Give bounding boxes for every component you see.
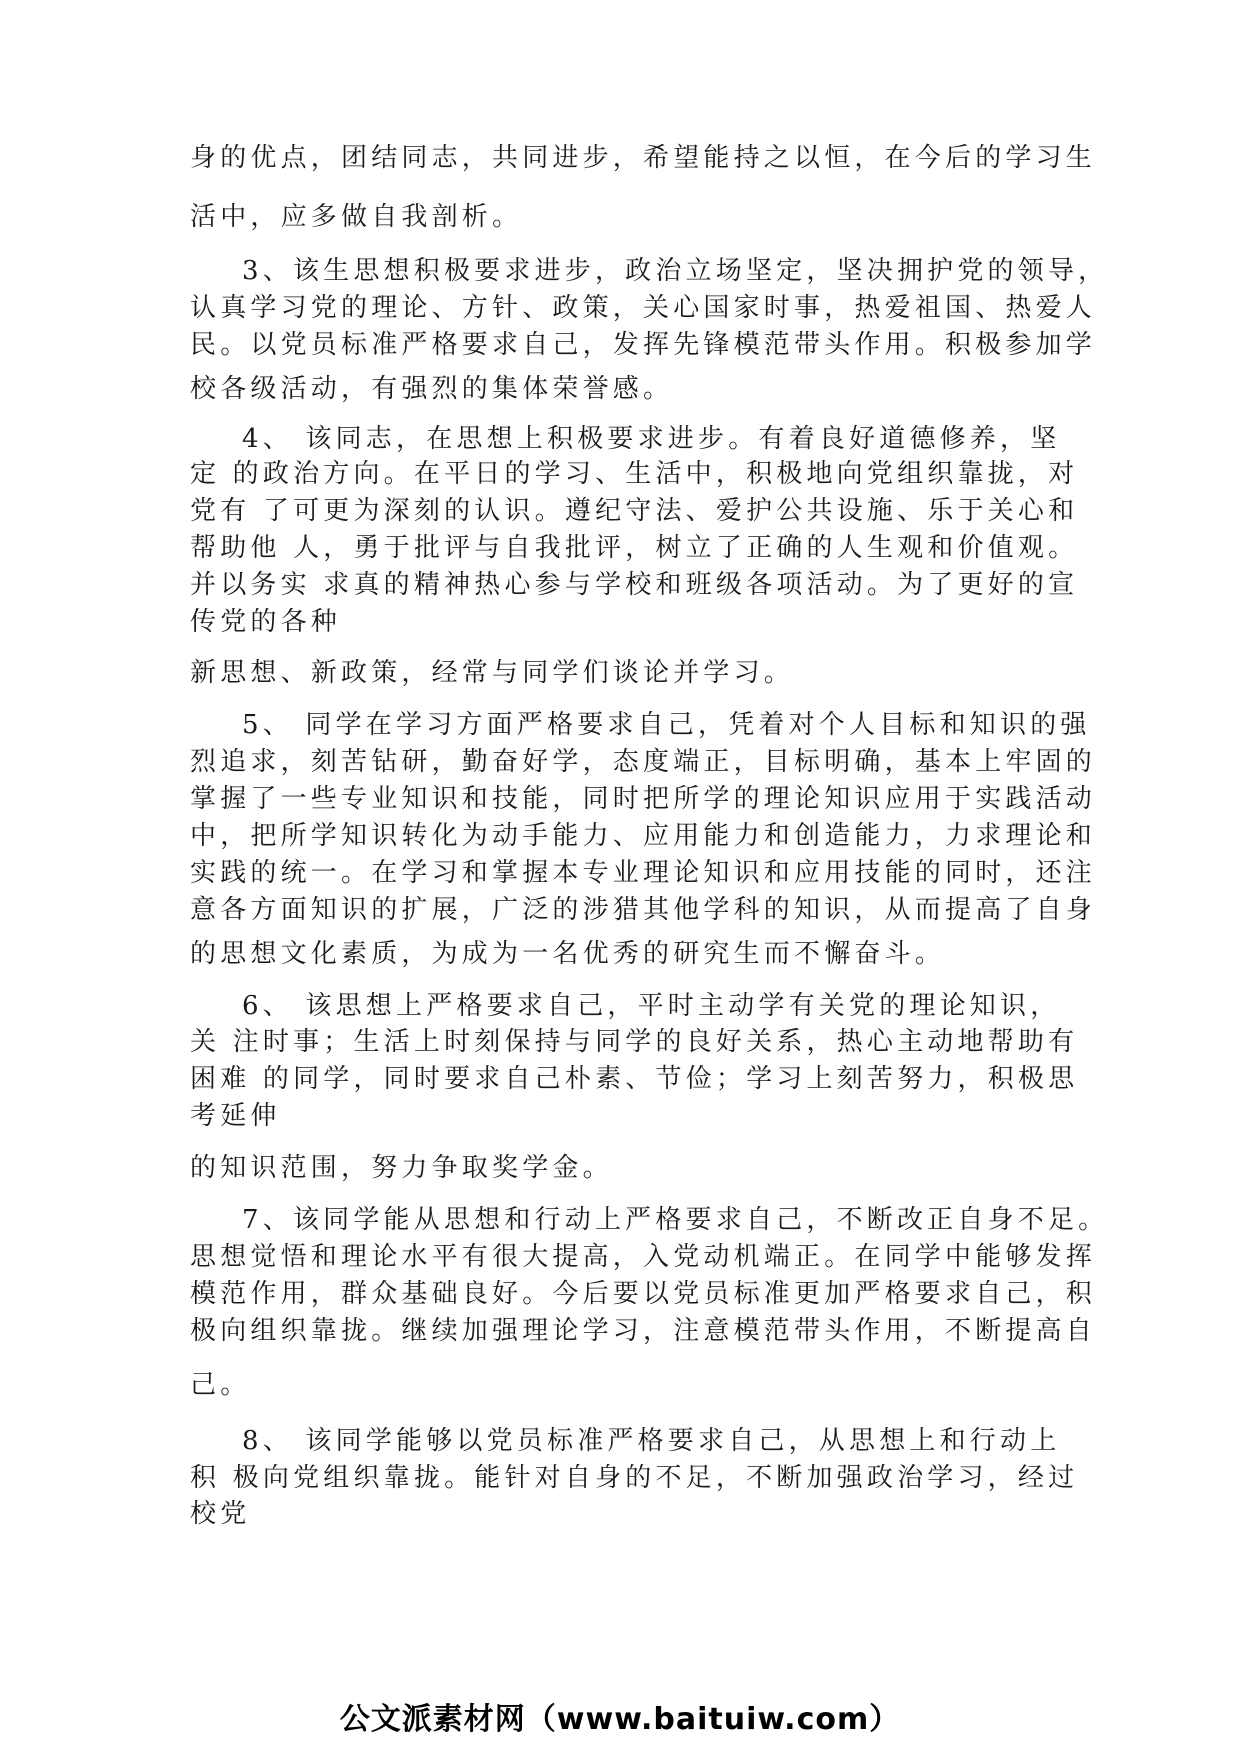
paragraph-8-start: 8、 该同学能够以党员标准严格要求自己，从思想上和行动上: [242, 1426, 1061, 1456]
paragraph-4-start: 4、 该同志，在思想上积极要求进步。有着良好道德修养，坚: [242, 424, 1061, 454]
body-line: 党有 了可更为深刻的认识。遵纪守法、爱护公共设施、乐于关心和: [190, 496, 1079, 526]
body-line: 定 的政治方向。在平日的学习、生活中，积极地向党组织靠拢，对: [190, 459, 1079, 489]
body-line: 校党: [190, 1499, 251, 1529]
body-line: 的知识范围，努力争取奖学金。: [190, 1153, 613, 1183]
body-line: 实践的统一。在学习和掌握本专业理论知识和应用技能的同时，还注: [190, 858, 1097, 888]
body-line: 身的优点，团结同志，共同进步，希望能持之以恒，在今后的学习生: [190, 143, 1097, 173]
paragraph-6-start: 6、 该思想上严格要求自己，平时主动学有关党的理论知识，: [242, 991, 1061, 1021]
body-line: 民。以党员标准严格要求自己，发挥先锋模范带头作用。积极参加学: [190, 330, 1097, 360]
body-line: 传党的各种: [190, 607, 342, 637]
body-line: 新思想、新政策，经常与同学们谈论并学习。: [190, 658, 795, 688]
body-line: 考延伸: [190, 1101, 281, 1131]
body-line: 困难 的同学，同时要求自己朴素、节俭；学习上刻苦努力，积极思: [190, 1064, 1079, 1094]
body-line: 意各方面知识的扩展，广泛的涉猎其他学科的知识，从而提高了自身: [190, 895, 1097, 925]
body-line: 掌握了一些专业知识和技能，同时把所学的理论知识应用于实践活动: [190, 784, 1097, 814]
body-line: 帮助他 人，勇于批评与自我批评，树立了正确的人生观和价值观。: [190, 533, 1079, 563]
body-line: 积 极向党组织靠拢。能针对自身的不足，不断加强政治学习，经过: [190, 1463, 1079, 1493]
body-line: 关 注时事；生活上时刻保持与同学的良好关系，热心主动地帮助有: [190, 1027, 1079, 1057]
paragraph-5-start: 5、 同学在学习方面严格要求自己，凭着对个人目标和知识的强: [242, 710, 1091, 740]
body-line: 活中，应多做自我剖析。: [190, 202, 523, 232]
footer-watermark: 公文派素材网（www.baituiw.com）: [339, 1702, 901, 1737]
body-line: 的思想文化素质，为成为一名优秀的研究生而不懈奋斗。: [190, 939, 946, 969]
body-line: 极向组织靠拢。继续加强理论学习，注意模范带头作用，不断提高自: [190, 1316, 1097, 1346]
paragraph-3-start: 3、该生思想积极要求进步，政治立场坚定，坚决拥护党的领导，: [242, 256, 1109, 286]
body-line: 己。: [190, 1370, 251, 1400]
paragraph-7-start: 7、该同学能从思想和行动上严格要求自己，不断改正自身不足。: [242, 1205, 1109, 1235]
body-line: 思想觉悟和理论水平有很大提高，入党动机端正。在同学中能够发挥: [190, 1242, 1097, 1272]
body-line: 烈追求，刻苦钻研，勤奋好学，态度端正，目标明确，基本上牢固的: [190, 747, 1097, 777]
body-line: 中，把所学知识转化为动手能力、应用能力和创造能力，力求理论和: [190, 821, 1097, 851]
body-line: 认真学习党的理论、方针、政策，关心国家时事，热爱祖国、热爱人: [190, 293, 1097, 323]
body-line: 并以务实 求真的精神热心参与学校和班级各项活动。为了更好的宣: [190, 570, 1079, 600]
body-line: 校各级活动，有强烈的集体荣誉感。: [190, 374, 674, 404]
body-line: 模范作用，群众基础良好。今后要以党员标准更加严格要求自己，积: [190, 1279, 1097, 1309]
